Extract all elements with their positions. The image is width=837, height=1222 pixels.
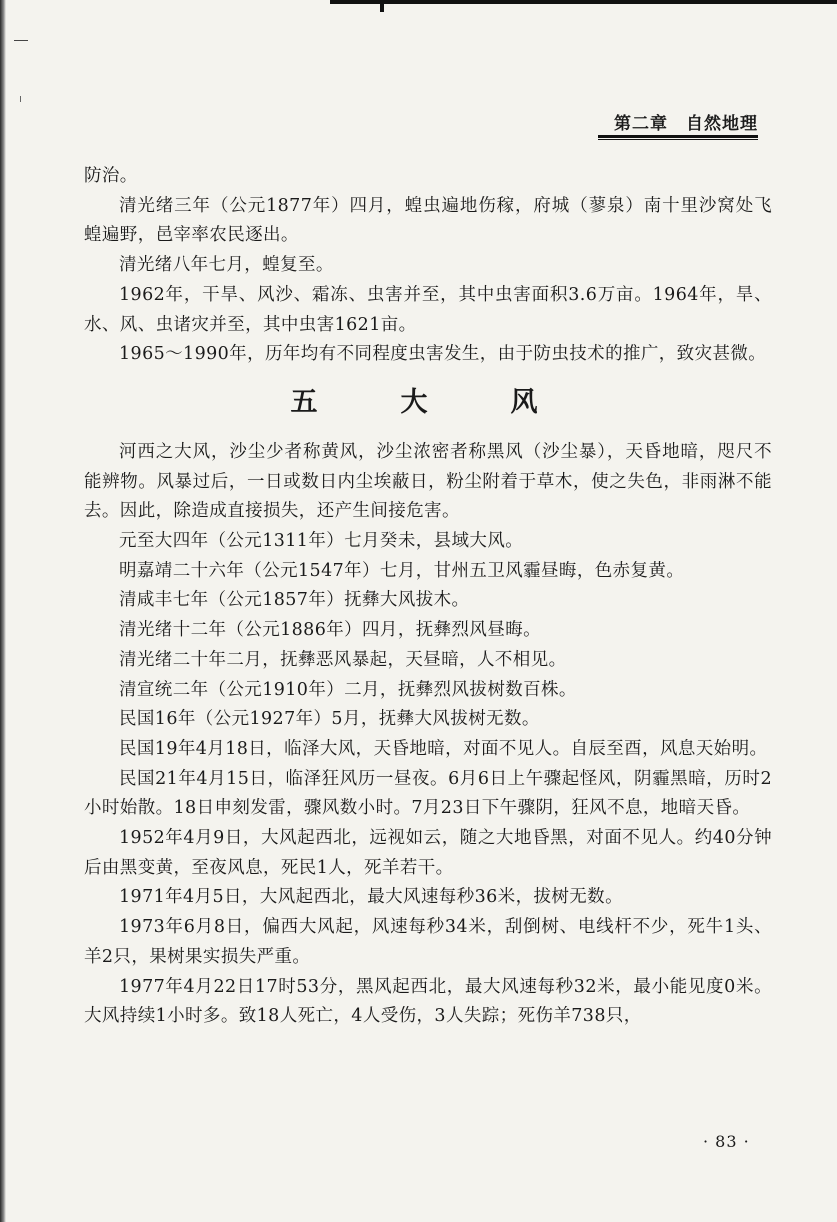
page-number: · 83 · xyxy=(703,1132,750,1151)
header-rule-thin xyxy=(598,139,758,140)
paragraph: 1962年，干旱、风沙、霜冻、虫害并至，其中虫害面积3.6万亩。1964年，旱、水、风、虫诸灾并至，其中虫害1621亩。 xyxy=(84,284,772,335)
section-title: 五 大 风 xyxy=(290,386,566,418)
paragraph: 清光绪三年（公元1877年）四月，蝗虫遍地伤稼，府城（蓼泉）南十里沙窝处飞蝗遍野，邑宰率农民逐出。 xyxy=(84,195,772,246)
paragraph: 1973年6月8日，偏西大风起，风速每秒34米，刮倒树、电线杆不少，死牛1头、羊2只，果树果实损失严重。 xyxy=(84,917,772,967)
paragraph: 河西之大风，沙尘少者称黄风，沙尘浓密者称黑风（沙尘暴），天昏地暗，咫尺不能辨物。风暴过后，一日或数日内尘埃蔽日，粉尘附着于草木，使之失色，非雨淋不能去。因此，除造成直接损失，还产生间接危害。 xyxy=(84,441,772,522)
paragraph: 民国16年（公元1927年）5月，抚彝大风拔树无数。 xyxy=(119,709,540,730)
paragraph: 民国21年4月15日，临泽狂风历一昼夜。6月6日上午骤起怪风，阴霾黑暗，历时2小时始散。18日申刻发雷，骤风数小时。7月23日下午骤阴，狂风不息，地暗天昏。 xyxy=(84,768,772,819)
paragraph: 1971年4月5日，大风起西北，最大风速每秒36米，拔树无数。 xyxy=(119,887,623,908)
paragraph: 清光绪二十年二月，抚彝恶风暴起，天昼暗，人不相见。 xyxy=(119,649,567,670)
scan-notch xyxy=(380,0,384,12)
margin-mark xyxy=(20,96,25,102)
paragraph: 1977年4月22日17时53分，黑风起西北，最大风速每秒32米，最小能见度0米。大风持续1小时多。致18人死亡，4人受伤，3人失踪；死伤羊738只， xyxy=(84,976,772,1027)
margin-mark xyxy=(14,40,28,41)
body-text xyxy=(84,162,772,1032)
paragraph: 清光绪十二年（公元1886年）四月，抚彝烈风昼晦。 xyxy=(119,620,542,641)
paragraph: 元至大四年（公元1311年）七月癸未，县域大风。 xyxy=(119,531,524,552)
paragraph: 明嘉靖二十六年（公元1547年）七月，甘州五卫风霾昼晦，色赤复黄。 xyxy=(119,560,685,581)
paragraph: 清咸丰七年（公元1857年）抚彝大风拔木。 xyxy=(119,590,470,611)
header-rule xyxy=(598,135,758,138)
scan-edge-top xyxy=(330,0,837,4)
paragraph: 民国19年4月18日，临泽大风，天昏地暗，对面不见人。自辰至酉，风息天始明。 xyxy=(119,738,768,759)
chapter-title: 第二章 自然地理 xyxy=(614,114,758,134)
paragraph: 清宣统二年（公元1910年）二月，抚彝烈风拔树数百株。 xyxy=(119,679,577,700)
scan-edge-left xyxy=(0,0,6,1222)
paragraph: 防治。 xyxy=(84,166,138,186)
paragraph: 1965～1990年，历年均有不同程度虫害发生，由于防虫技术的推广，致灾甚微。 xyxy=(119,344,767,365)
paragraph: 清光绪八年七月，蝗复至。 xyxy=(119,255,334,276)
running-header xyxy=(598,109,758,139)
paragraph: 1952年4月9日，大风起西北，远视如云，随之大地昏黑，对面不见人。约40分钟后由黑变黄，至夜风息，死民1人，死羊若干。 xyxy=(84,828,772,878)
